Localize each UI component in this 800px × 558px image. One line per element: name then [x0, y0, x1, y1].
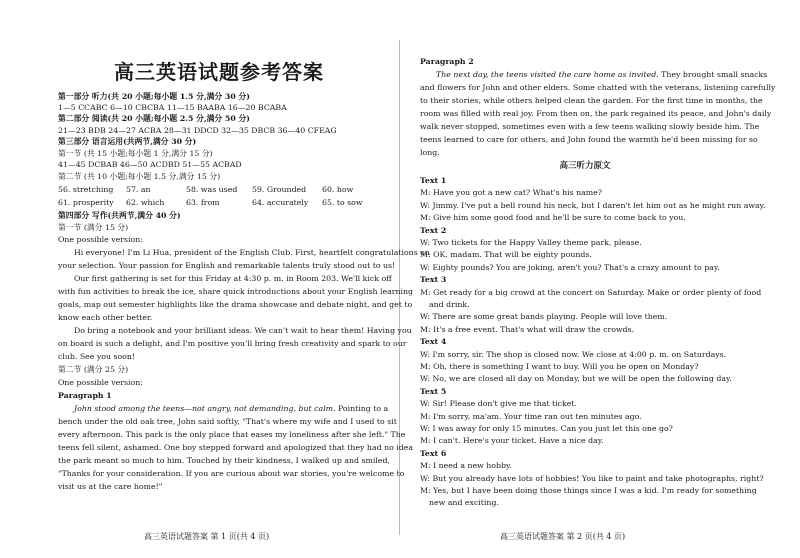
essay2-line: bench under the old oak tree, John said softly, "That's where my wife and I used to sit [58, 417, 397, 426]
essay1-line: goals, map out semester highlights like the drama showcase and debate night, and get to [58, 300, 413, 309]
transcript-line: M: Get ready for a big crowd at the concert on Saturday. Make or order plenty of food [420, 287, 762, 297]
essay2-line: visit us at the care home!" [58, 482, 163, 491]
essay1-line: your selection. Your passion for English and remarkable talents truly stood out to us! [58, 261, 396, 270]
transcript-line: M: Have you got a new cat? What's his name? [420, 188, 602, 198]
transcript-text-heading: Text 6 [420, 448, 447, 458]
transcript-line: M: I need a new hobby. [420, 461, 512, 471]
version-label: One possible version: [58, 378, 143, 387]
grammar-answer: 63. from [186, 198, 220, 207]
part2-heading: 第二部分 阅读(共 20 小题;每小题 2.5 分,满分 50 分) [58, 114, 250, 123]
part1-answers: 1—5 CCABC 6—10 CBCBA 11—15 BAABA 16—20 BCABA [58, 103, 287, 112]
part3-section2-heading: 第二节 (共 10 小题;每小题 1.5 分,满分 15 分) [58, 172, 221, 181]
essay2-line: every afternoon. This park is the only place that eases my loneliness after she left." The [58, 430, 406, 439]
essay2-line: "Thanks for your consideration. If you are curious about war stories, you're welcome to [58, 469, 405, 478]
transcript-line: M: I can't. Here's your ticket. Have a nice day. [420, 436, 604, 446]
page-footer: 高三英语试题答案 第 2 页(共 4 页) [500, 532, 626, 541]
part4-section1-heading: 第一节 (满分 15 分) [58, 223, 129, 232]
transcript-line: M: Give him some good food and he'll be sure to come back to you. [420, 213, 686, 223]
paragraph2-opening-rest: They brought small snacks [658, 70, 768, 79]
transcript-line: W: Jimmy. I've put a bell round his neck, but I daren't let him out as he might run away. [420, 200, 766, 210]
essay2-opening-rest: Pointing to a [335, 404, 389, 413]
grammar-answer: 65. to sow [322, 198, 363, 207]
paragraph2-line: room was filled with real joy. From then on, the park regained its peace, and John's daily [420, 109, 772, 118]
part3-section1-heading: 第一节 (共 15 小题;每小题 1 分,满分 15 分) [58, 149, 213, 158]
paragraph2-opening: The next day, the teens visited the care home as invited. [436, 70, 659, 79]
grammar-answer: 59. Grounded [252, 185, 307, 194]
grammar-answer: 58. was used [186, 185, 238, 194]
essay2-opening: John stood among the teens—not angry, not demanding, but calm. [74, 404, 336, 413]
grammar-answer: 62. which [126, 198, 165, 207]
essay1-line: know each other better. [58, 313, 153, 322]
transcript-line: and drink. [429, 300, 470, 309]
essay2-line: the park meant so much to him. Touched by their kindness, I walked up and smiled, [58, 456, 390, 465]
transcript-line: W: But you already have lots of hobbies! You like to paint and take photographs, right? [420, 473, 764, 483]
part3-heading: 第三部分 语言运用(共两节,满分 30 分) [58, 137, 197, 146]
essay1-line: on board is such a delight, and I'm positive you'll bring fresh creativity and spark to our [58, 339, 407, 348]
part4-section2-heading: 第二节 (满分 25 分) [58, 365, 129, 374]
transcript-line: W: There are some great bands playing. People will love them. [420, 312, 668, 322]
transcript-line: M: Yes, but I have been doing those things since I was a kid. I'm ready for something [420, 486, 757, 495]
grammar-answer: 57. an [126, 185, 151, 194]
page-2 [420, 0, 776, 558]
paragraph2-line: to their stories, while others helped clean the garden. For the first time in months, the [420, 96, 763, 105]
transcript-text-heading: Text 4 [420, 337, 447, 347]
essay1-line: Our first gathering is set for this Friday at 4:30 p. m. in Room 203. We'll kick off [74, 274, 392, 283]
page-title: 高三英语试题参考答案 [114, 60, 324, 84]
page-footer: 高三英语试题答案 第 1 页(共 4 页) [144, 532, 270, 541]
transcript-text-heading: Text 3 [420, 275, 447, 285]
paragraph2-line: walk never stopped, sometimes even with a few teens walking slowly beside him. The [420, 122, 760, 131]
essay1-line: with fun activities to break the ice, share quick introductions about your English learning [58, 287, 413, 296]
transcript-title: 高三听力原文 [559, 161, 611, 171]
essay2-first-line [74, 404, 388, 414]
grammar-answer: 56. stretching [58, 185, 114, 194]
part3-section1-answers: 41—45 DCBAB 46—50 ACDBD 51—55 ACBAD [58, 160, 242, 169]
transcript-line: M: It's a free event. That's what will draw the crowds. [420, 324, 635, 334]
transcript-line: M: OK, madam. That will be eighty pounds. [420, 250, 592, 260]
transcript-text-heading: Text 1 [420, 176, 447, 185]
grammar-answer: 60. how [322, 185, 354, 194]
transcript-line: W: Sir! Please don't give me that ticket. [420, 399, 577, 409]
paragraph2-line: long. [420, 148, 440, 157]
transcript-line: W: Eighty pounds? You are joking, aren't you? That's a crazy amount to pay. [420, 262, 720, 272]
part1-heading: 第一部分 听力(共 20 小题;每小题 1.5 分,满分 30 分) [58, 92, 250, 101]
transcript-line: M: I'm sorry, ma'am. Your time ran out ten minutes ago. [420, 411, 642, 421]
paragraph2-first-line [436, 70, 767, 80]
essay2-line: teens fell silent, ashamed. One boy stepped forward and apologized that they had no idea [58, 443, 414, 452]
part2-answers: 21—23 BDB 24—27 ACBA 28—31 DDCD 32—35 DBCB 36—40 CFEAG [58, 126, 337, 135]
transcript-line: W: I'm sorry, sir. The shop is closed now. We close at 4:00 p. m. on Saturdays. [420, 349, 727, 359]
paragraph2-line: and flowers for John and other elders. Some chatted with the veterans, listening carefully [420, 83, 776, 92]
grammar-answer: 64. accurately [252, 198, 309, 207]
transcript-text-heading: Text 5 [420, 386, 447, 396]
transcript-line: W: Two tickets for the Happy Valley theme park, please. [420, 238, 642, 247]
transcript-line: W: I was away for only 15 minutes. Can you just let this one go? [420, 424, 673, 433]
essay1-line: Hi everyone! I'm Li Hua, president of the English Club. First, heartfelt congratulations on [74, 248, 430, 257]
paragraph2-line: teens learned to care for others, and John found the warmth he'd been missing for so [420, 135, 758, 144]
transcript-line: new and exciting. [429, 498, 499, 508]
version-label: One possible version: [58, 235, 143, 244]
essay1-line: Do bring a notebook and your brilliant ideas. We can't wait to hear them! Having you [74, 326, 412, 335]
transcript-line: M: Oh, there is something I want to buy. Will you be open on Monday? [420, 362, 699, 371]
transcript-line: W: No, we are closed all day on Monday, but we will be open the following day. [420, 374, 732, 384]
grammar-answer: 61. prosperity [58, 198, 114, 207]
part4-heading: 第四部分 写作(共两节,满分 40 分) [58, 211, 181, 220]
essay1-line: club. See you soon! [58, 352, 136, 361]
paragraph-2-label: Paragraph 2 [420, 57, 474, 66]
transcript-text-heading: Text 2 [420, 225, 447, 235]
paragraph-1-label: Paragraph 1 [58, 391, 112, 400]
